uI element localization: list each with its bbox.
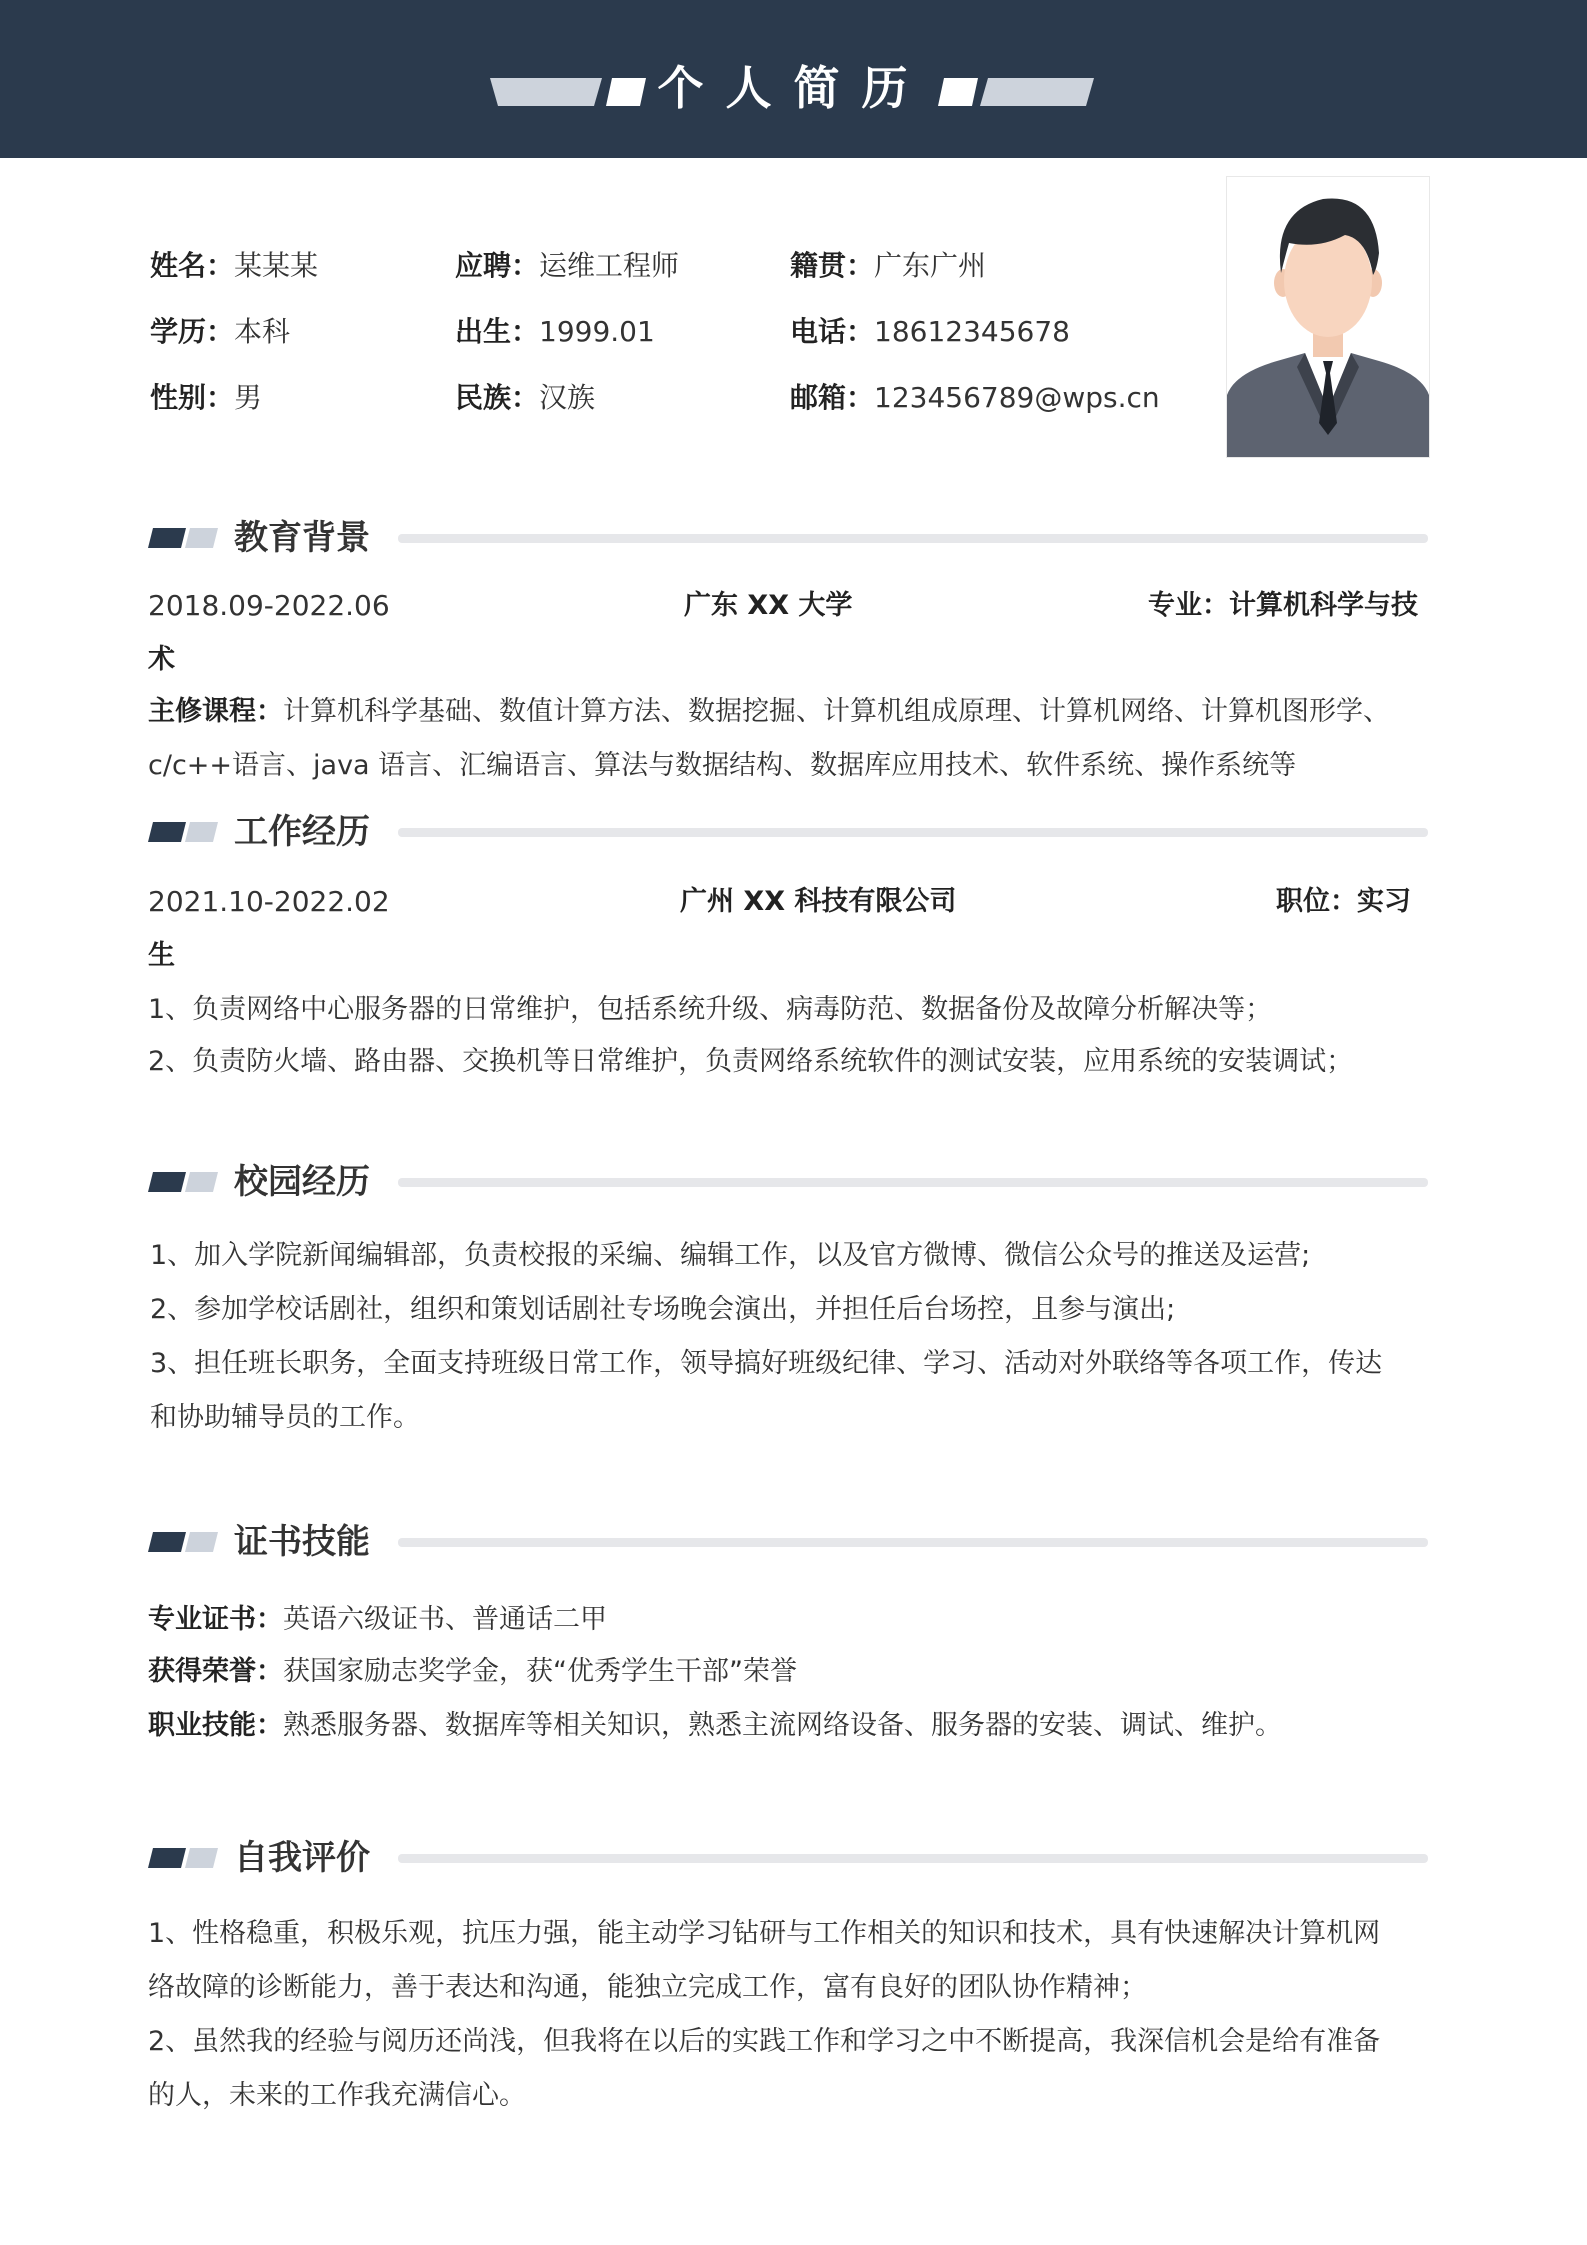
section-divider xyxy=(398,534,1428,543)
info-name: 姓名：某某某 xyxy=(150,249,319,282)
section-work-header xyxy=(148,808,1428,856)
info-origin: 籍贯：广东广州 xyxy=(790,249,987,282)
self-eval-line: 的人，未来的工作我充满信心。 xyxy=(148,2080,526,2111)
avatar xyxy=(1226,176,1430,458)
avatar-illustration xyxy=(1227,177,1429,457)
section-deco-icon xyxy=(148,822,218,842)
education-major-wrap: 术 xyxy=(148,644,175,675)
banner-right-deco xyxy=(980,78,1094,106)
section-divider xyxy=(398,1538,1428,1547)
education-major: 专业：计算机科学与技 xyxy=(1148,590,1418,621)
page-title: 个人简历 xyxy=(657,61,930,115)
education-courses-cut: c/c++语言、java 语言、汇编语言、算法与数据结构、数据库应用技术、软件系统、操作系统等 xyxy=(148,750,1297,781)
info-email: 邮箱：123456789@wps.cn xyxy=(790,381,1160,414)
info-ethnicity: 民族：汉族 xyxy=(455,381,596,414)
section-skills-title: 证书技能 xyxy=(234,1522,370,1562)
info-position: 应聘：运维工程师 xyxy=(455,249,680,282)
section-skills-header xyxy=(148,1518,1428,1566)
banner-right-deco-small xyxy=(938,78,978,106)
education-courses: 主修课程：计算机科学基础、数值计算方法、数据挖掘、计算机组成原理、计算机网络、计算机图形学、 xyxy=(148,696,1390,727)
self-eval-line: 2、虽然我的经验与阅历还尚浅，但我将在以后的实践工作和学习之中不断提高，我深信机会是给有准备 xyxy=(148,2026,1381,2057)
section-education-title: 教育背景 xyxy=(234,518,370,558)
work-item: 2、负责防火墙、路由器、交换机等日常维护，负责网络系统软件的测试安装，应用系统的安装调试； xyxy=(148,1046,1354,1077)
skills-cert: 专业证书：英语六级证书、普通话二甲 xyxy=(148,1604,607,1635)
section-divider xyxy=(398,828,1428,837)
info-gender: 性别：男 xyxy=(150,381,263,414)
education-school: 广东 XX 大学 xyxy=(684,590,853,621)
work-item: 1、负责网络中心服务器的日常维护，包括系统升级、病毒防范、数据备份及故障分析解决等； xyxy=(148,994,1273,1025)
work-period: 2021.10-2022.02 xyxy=(148,885,390,918)
section-deco-icon xyxy=(148,1532,218,1552)
campus-item: 2、参加学校话剧社，组织和策划话剧社专场晚会演出，并担任后台场控，且参与演出; xyxy=(150,1294,1176,1325)
work-role: 职位：实习 xyxy=(1276,886,1411,917)
section-deco-icon xyxy=(148,528,218,548)
section-deco-icon xyxy=(148,1172,218,1192)
campus-item: 1、加入学院新闻编辑部，负责校报的采编、编辑工作，以及官方微博、微信公众号的推送及运营; xyxy=(150,1240,1311,1271)
work-company: 广州 XX 科技有限公司 xyxy=(680,886,957,917)
campus-item: 和协助辅导员的工作。 xyxy=(150,1402,420,1433)
section-education-header xyxy=(148,514,1428,562)
info-phone: 电话：18612345678 xyxy=(790,315,1070,348)
section-deco-icon xyxy=(148,1848,218,1868)
section-self-eval-title: 自我评价 xyxy=(234,1838,370,1878)
section-self-eval-header xyxy=(148,1834,1428,1882)
info-education: 学历：本科 xyxy=(150,315,291,348)
info-birth: 出生：1999.01 xyxy=(455,315,655,348)
work-role-wrap: 生 xyxy=(148,940,175,971)
campus-item: 3、担任班长职务，全面支持班级日常工作，领导搞好班级纪律、学习、活动对外联络等各项工作，传达 xyxy=(150,1348,1383,1379)
education-period: 2018.09-2022.06 xyxy=(148,589,390,622)
section-campus-title: 校园经历 xyxy=(234,1162,370,1202)
section-divider xyxy=(398,1178,1428,1187)
section-divider xyxy=(398,1854,1428,1863)
section-campus-header xyxy=(148,1158,1428,1206)
skills-honor: 获得荣誉：获国家励志奖学金，获“优秀学生干部”荣誉 xyxy=(148,1656,797,1687)
section-work-title: 工作经历 xyxy=(234,812,370,852)
self-eval-line: 1、性格稳重，积极乐观，抗压力强，能主动学习钻研与工作相关的知识和技术，具有快速解决计算机网 xyxy=(148,1918,1381,1949)
header-banner xyxy=(0,0,1587,158)
skills-skill: 职业技能：熟悉服务器、数据库等相关知识，熟悉主流网络设备、服务器的安装、调试、维护。 xyxy=(148,1710,1282,1741)
self-eval-line: 络故障的诊断能力，善于表达和沟通，能独立完成工作，富有良好的团队协作精神； xyxy=(148,1972,1147,2003)
